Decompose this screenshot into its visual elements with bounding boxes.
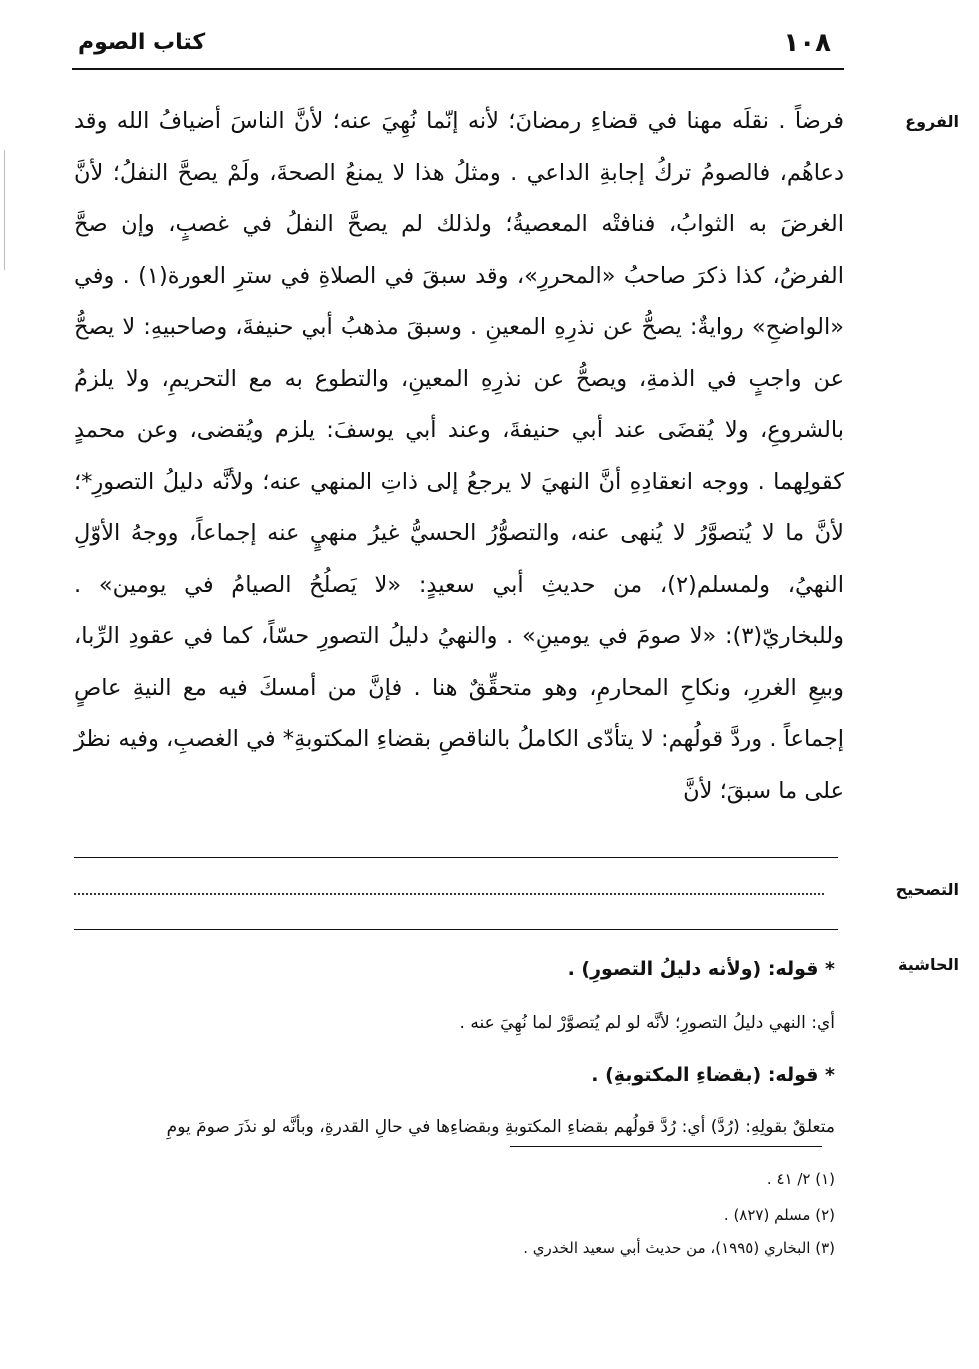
hashiya-underline <box>510 1146 822 1147</box>
correction-dotted-line <box>74 893 824 895</box>
header-rule <box>72 68 844 70</box>
side-label-furu: الفروع <box>905 112 959 131</box>
footnote-3: (٣) البخاري (١٩٩٥)، من حديث أبي سعيد الخدري . <box>523 1239 835 1257</box>
footnote-2: (٢) مسلم (٨٢٧) . <box>723 1206 835 1224</box>
page-number: ١٠٨ <box>783 28 831 58</box>
side-label-tashih: التصحيح <box>895 880 959 899</box>
side-label-hashiya: الحاشية <box>898 955 959 974</box>
running-header-title: كتاب الصوم <box>78 30 206 55</box>
scan-edge-mark <box>4 150 5 270</box>
hashiya-note1-body: أي: النهي دليلُ التصورِ؛ لأنَّه لو لم يُتصوَّرْ لما نُهِيَ عنه . <box>459 1013 835 1033</box>
main-text-block <box>74 96 844 817</box>
hashiya-note1-heading: * قوله: (ولأنه دليلُ التصورِ) . <box>567 958 835 980</box>
hashiya-note2-body: متعلقٌ بقولِهِ: (رُدَّ) أي: رُدَّ قولُهم بقضاءِ المكتوبةِ وبقضاءِها في حالِ القدرةِ، وبأنَّه لو نذَرَ صومَ يومِ <box>166 1117 835 1137</box>
text-separator-rule <box>74 857 838 858</box>
footnote-1: (١) ٢/ ٤١ . <box>766 1170 835 1188</box>
main-paragraph: فرضاً . نقلَه مهنا في قضاءِ رمضانَ؛ لأنه إنّما نُهِيَ عنه؛ لأنَّ الناسَ أضيافُ الله وقد دعاهُم، فالصومُ تركُ إجابةِ الداعي . ومثلُ هذا لا يمنعُ الصحةَ، ولَمْ يصحَّ النفلُ؛ لأنَّ الغرضَ به الثوابُ، فنافتْه المعصيةُ؛ ولذلك لم يصحَّ النفلُ في غصبٍ، وإن صحَّ الفرضُ، كذا ذكرَ صاحبُ «المحررِ»، وقد سبقَ في الصلاةِ في سترِ العورة(١) . وفي «الواضحِ» روايةٌ: يصحُّ عن نذرِهِ المعينِ . وسبقَ مذهبُ أبي حنيفةَ، وصاحبيهِ: لا يصحُّ عن واجبٍ في الذمةِ، ويصحُّ عن نذرِهِ المعينِ، والتطوع به مع التحريمِ، ولا يلزمُ بالشروعِ، ولا يُقضَى عند أبي حنيفةَ، وعند أبي يوسفَ: يلزم ويُقضى، وعن محمدٍ كقولِهما . ووجه انعقادِهِ أنَّ النهيَ لا يرجعُ إلى ذاتِ المنهي عنه؛ ولأنَّه دليلُ التصورِ*؛ لأنَّ ما لا يُتصوَّرُ لا يُنهى عنه، والتصوُّرُ الحسيُّ غيرُ منهيٍ عنه إجماعاً، ووجهُ الأوّلِ النهيُ، ولمسلم(٢)، من حديثِ أبي سعيدٍ: «لا يَصلُحُ الصيامُ في يومين» . وللبخاريّ(٣): «لا صومَ في يومينِ» . والنهيُ دليلُ التصورِ حسّاً، كما في عقودِ الرِّبا، وبيعِ الغررِ، ونكاحِ المحارمِ، وهو متحقِّقٌ هنا . فإنَّ من أمسكَ فيه مع النيةِ عاصٍ إجماعاً . وردَّ قولُهم: لا يتأدّى الكاملُ بالناقصِ بقضاءِ المكتوبةِ* في الغصبِ، وفيه نظرٌ على ما سبقَ؛ لأنَّ <box>74 108 844 804</box>
correction-separator-rule <box>74 929 838 930</box>
hashiya-note2-heading: * قوله: (بقضاءِ المكتوبةِ) . <box>591 1064 835 1086</box>
